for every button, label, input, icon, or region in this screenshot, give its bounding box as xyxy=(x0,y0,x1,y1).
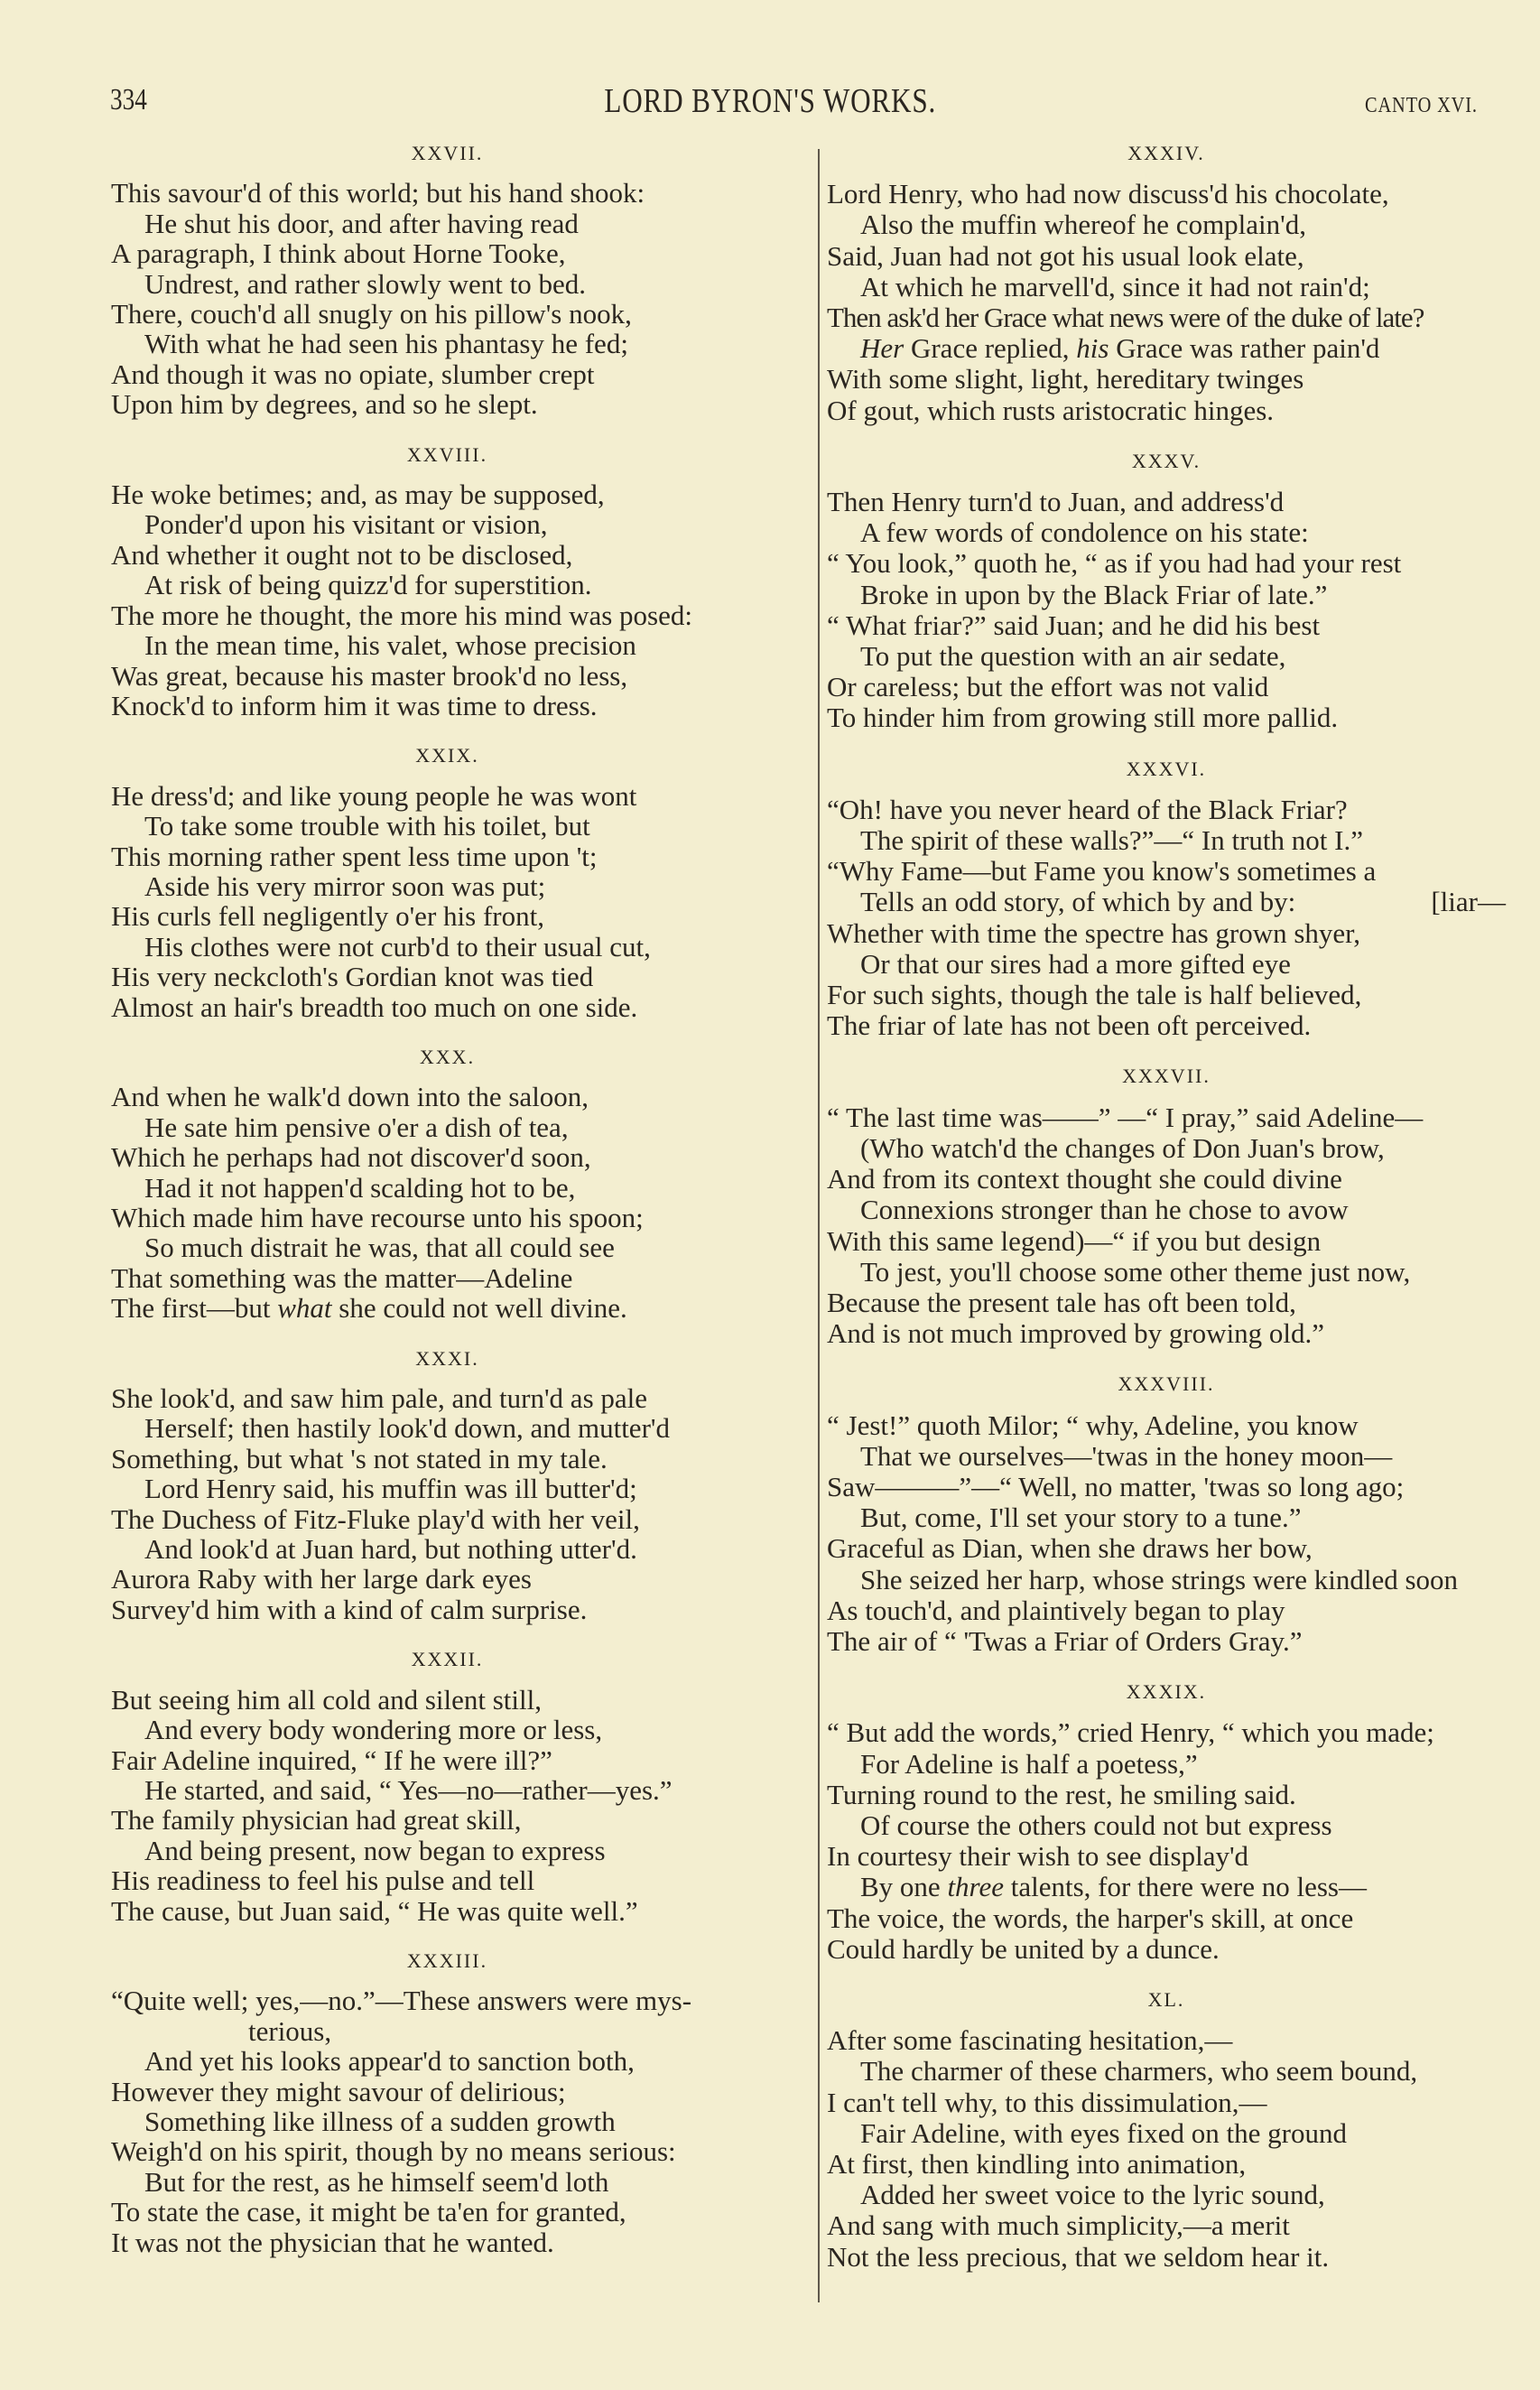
verse-line: A few words of condolence on his state: xyxy=(860,516,1309,549)
verse-line: The voice, the words, the harper's skill, at once xyxy=(827,1902,1354,1934)
italic-word: three xyxy=(947,1871,1004,1903)
stanza-numeral: XXXV. xyxy=(1131,449,1201,472)
verse-line: Undrest, and rather slowly went to bed. xyxy=(144,267,586,300)
verse-line: Or careless; but the effort was not valid xyxy=(827,671,1269,703)
verse-line xyxy=(827,333,1506,364)
verse-line: “ Jest!” quoth Milor; “ why, Adeline, you know xyxy=(827,1409,1359,1441)
verse-line xyxy=(111,1293,784,1323)
verse-line: The air of “ 'Twas a Friar of Orders Gray.” xyxy=(827,1624,1303,1657)
verse-line: Lord Henry said, his muffin was ill butter'd; xyxy=(144,1473,637,1505)
stanza xyxy=(827,1369,1506,1657)
verse-line: Aside his very mirror soon was put; xyxy=(144,870,546,902)
verse-line: He shut his door, and after having read xyxy=(144,207,579,239)
verse-line: In courtesy their wish to see display'd xyxy=(827,1840,1249,1873)
verse-line: He dress'd; and like young people he was wont xyxy=(111,779,637,812)
verse-line: Saw———”—“ Well, no matter, 'twas so long ago; xyxy=(827,1470,1405,1502)
verse-line: At first, then kindling into animation, xyxy=(827,2147,1247,2180)
verse-line: And is not much improved by growing old.” xyxy=(827,1317,1325,1350)
stanza-numeral: XXXVIII. xyxy=(1118,1372,1215,1396)
verse-line: And every body wondering more or less, xyxy=(144,1714,603,1746)
verse-line: terious, xyxy=(248,2014,332,2047)
verse-line: To state the case, it might be ta'en for granted, xyxy=(111,2196,626,2228)
stanza xyxy=(111,138,784,420)
verse-line: Survey'd him with a kind of calm surprise. xyxy=(111,1593,588,1625)
verse-line: His clothes were not curb'd to their usual cut, xyxy=(144,930,651,963)
stanza-numeral: XXXII. xyxy=(411,1648,484,1671)
stanza xyxy=(827,1061,1506,1349)
verse-line: The cause, but Juan said, “ He was quite well.” xyxy=(111,1894,638,1927)
verse-line: Aurora Raby with her large dark eyes xyxy=(111,1563,532,1595)
stanza xyxy=(111,1344,784,1625)
verse-line: He started, and said, “ Yes—no—rather—yes.” xyxy=(144,1773,673,1806)
running-title xyxy=(0,81,1540,121)
verse-line: Added her sweet voice to the lyric sound, xyxy=(860,2179,1325,2211)
stanza-numeral: XXXVI. xyxy=(1126,757,1207,780)
verse-line: And from its context thought she could divine xyxy=(827,1163,1342,1195)
verse-line: And whether it ought not to be disclosed, xyxy=(111,538,573,571)
line-text: Tells an odd story, of which by and by: xyxy=(860,886,1296,918)
stanza-numeral: XXVIII. xyxy=(406,442,488,466)
verse-line: Whether with time the spectre has grown shyer, xyxy=(827,916,1361,949)
stanza xyxy=(827,446,1506,734)
verse-line: Fair Adeline, with eyes fixed on the ground xyxy=(860,2116,1347,2149)
verse-line: Not the less precious, that we seldom hear it. xyxy=(827,2240,1330,2273)
stanza-numeral: XXVII. xyxy=(411,142,484,164)
stanza-numeral: XXIX. xyxy=(415,744,479,767)
verse-line: To hinder him from growing still more pallid. xyxy=(827,702,1339,734)
verse-line: But, come, I'll set your story to a tune.” xyxy=(860,1502,1302,1534)
verse-line: As touch'd, and plaintively began to play xyxy=(827,1594,1285,1626)
verse-line: The spirit of these walls?”—“ In truth not I.” xyxy=(860,824,1363,857)
verse-line: To take some trouble with his toilet, but xyxy=(144,810,590,842)
verse-line: It was not the physician that he wanted. xyxy=(111,2226,554,2258)
stanza-numeral: XL. xyxy=(1147,1987,1185,2011)
italic-word: what xyxy=(277,1292,332,1325)
verse-line: Which made him have recourse unto his spoon; xyxy=(111,1202,644,1233)
verse-line: Weigh'd on his spirit, though by no means serious: xyxy=(111,2135,676,2168)
verse-line xyxy=(827,1872,1506,1902)
column-divider xyxy=(818,149,820,2302)
verse-line: Almost an hair's breadth too much on one side. xyxy=(111,990,638,1023)
stanza xyxy=(827,138,1506,426)
verse-line: This savour'd of this world; but his hand shook: xyxy=(111,177,645,209)
verse-line: The Duchess of Fitz-Fluke play'd with her veil, xyxy=(111,1502,640,1535)
verse-line: And though it was no opiate, slumber crept xyxy=(111,358,595,390)
right-column xyxy=(827,118,1506,2273)
verse-line: “Oh! have you never heard of the Black Friar? xyxy=(827,793,1348,825)
verse-line: To jest, you'll choose some other theme just now, xyxy=(860,1255,1411,1288)
verse-line: This morning rather spent less time upon 't; xyxy=(111,840,598,872)
line-segment: Grace was rather pain'd xyxy=(1109,332,1380,365)
italic-word: Her xyxy=(860,332,905,365)
verse-line: Could hardly be united by a dunce. xyxy=(827,1932,1220,1965)
verse-line: Then Henry turn'd to Juan, and address'd xyxy=(827,486,1285,518)
verse-line: Also the muffin whereof he complain'd, xyxy=(860,209,1307,241)
verse-line: Broke in upon by the Black Friar of late.” xyxy=(860,578,1328,610)
verse-line: With some slight, light, hereditary twinges xyxy=(827,363,1304,395)
verse-line: Turning round to the rest, he smiling said. xyxy=(827,1778,1296,1810)
line-segment: By one xyxy=(860,1871,948,1903)
verse-line: In the mean time, his valet, whose precision xyxy=(144,629,636,662)
left-column xyxy=(111,118,784,2257)
book-title: LORD BYRON'S WORKS. xyxy=(604,82,936,120)
page-number: 334 xyxy=(110,83,147,116)
verse-line: For such sights, though the tale is half believed, xyxy=(827,979,1362,1011)
verse-line: (Who watch'd the changes of Don Juan's brow, xyxy=(860,1131,1385,1164)
verse-line: Or that our sires had a more gifted eye xyxy=(860,947,1291,980)
verse-line: Of gout, which rusts aristocratic hinges. xyxy=(827,394,1275,426)
verse-line: Of course the others could not but express xyxy=(860,1809,1332,1841)
verse-line: To put the question with an air sedate, xyxy=(860,640,1286,673)
verse-line: That something was the matter—Adeline xyxy=(111,1261,573,1294)
stanza xyxy=(111,1644,784,1926)
line-segment: Grace replied, xyxy=(904,332,1077,365)
verse-line: She seized her harp, whose strings were kindled soon xyxy=(860,1563,1459,1595)
verse-line: Was great, because his master brook'd no less, xyxy=(111,659,628,692)
verse-line: Graceful as Dian, when she draws her bow, xyxy=(827,1532,1313,1565)
verse-line: His readiness to feel his pulse and tell xyxy=(111,1865,535,1897)
verse-line: Ponder'd upon his visitant or vision, xyxy=(144,508,548,541)
verse-line: The friar of late has not been oft perceived. xyxy=(827,1009,1312,1042)
italic-word: his xyxy=(1076,332,1109,365)
verse-line: I can't tell why, to this dissimulation,— xyxy=(827,2086,1267,2118)
stanza xyxy=(111,740,784,1022)
verse-line: And being present, now began to express xyxy=(144,1834,606,1866)
verse-line: There, couch'd all snugly on his pillow's nook, xyxy=(111,298,632,330)
verse-line: She look'd, and saw him pale, and turn'd as pale xyxy=(111,1382,648,1415)
verse-line: “ The last time was——” —“ I pray,” said Adeline— xyxy=(827,1101,1424,1133)
verse-line xyxy=(827,887,1506,917)
verse-line: For Adeline is half a poetess,” xyxy=(860,1747,1198,1780)
stanza-numeral: XXXI. xyxy=(415,1346,479,1370)
stanza xyxy=(827,1677,1506,1965)
carried-word: [liar— xyxy=(1431,886,1506,918)
verse-line: A paragraph, I think about Horne Tooke, xyxy=(111,237,566,270)
verse-line: He sate him pensive o'er a dish of tea, xyxy=(144,1111,569,1143)
verse-line: After some fascinating hesitation,— xyxy=(827,2024,1233,2057)
verse-line: The family physician had great skill, xyxy=(111,1804,522,1837)
verse-line: “Quite well; yes,—no.”—These answers were mys- xyxy=(111,1985,692,2017)
verse-line: Lord Henry, who had now discuss'd his chocolate, xyxy=(827,178,1389,210)
verse-line: With what he had seen his phantasy he fed; xyxy=(144,328,628,360)
verse-line: That we ourselves—'twas in the honey moon— xyxy=(860,1439,1393,1472)
verse-line: Something, but what 's not stated in my tale. xyxy=(111,1442,608,1474)
verse-line: Had it not happen'd scalding hot to be, xyxy=(144,1171,576,1204)
verse-line: With this same legend)—“ if you but design xyxy=(827,1224,1322,1257)
verse-line: “Why Fame—but Fame you know's sometimes a xyxy=(827,855,1377,888)
verse-line: So much distrait he was, that all could see xyxy=(144,1232,615,1264)
verse-line: The more he thought, the more his mind was posed: xyxy=(111,599,692,631)
verse-line: Fair Adeline inquired, “ If he were ill?” xyxy=(111,1744,552,1776)
verse-line: Said, Juan had not got his usual look elate, xyxy=(827,239,1304,272)
stanza xyxy=(111,1042,784,1324)
verse-line: “ You look,” quoth he, “ as if you had had your rest xyxy=(827,547,1402,580)
line-segment: talents, for there were no less— xyxy=(1003,1871,1367,1903)
verse-line: At risk of being quizz'd for superstition. xyxy=(144,569,592,601)
stanza xyxy=(827,1985,1506,2273)
stanza xyxy=(111,1946,784,2257)
verse-line: Then ask'd her Grace what news were of the duke of late? xyxy=(827,302,1424,334)
verse-line: His very neckcloth's Gordian knot was tied xyxy=(111,961,594,993)
verse-line: His curls fell negligently o'er his front, xyxy=(111,900,544,933)
verse-line: “ But add the words,” cried Henry, “ which you made; xyxy=(827,1716,1434,1749)
verse-line: And yet his looks appear'd to sanction both, xyxy=(144,2045,635,2078)
verse-line: And sang with much simplicity,—a merit xyxy=(827,2209,1290,2242)
stanza-numeral: XXXIV. xyxy=(1127,142,1205,164)
stanza-numeral: XXX. xyxy=(419,1045,476,1068)
verse-line: “ What friar?” said Juan; and he did his best xyxy=(827,609,1321,641)
canto-label: CANTO XVI. xyxy=(1365,94,1478,117)
verse-line: He woke betimes; and, as may be supposed, xyxy=(111,479,605,511)
verse-line: Upon him by degrees, and so he slept. xyxy=(111,388,538,421)
verse-line: Herself; then hastily look'd down, and mutter'd xyxy=(144,1412,670,1445)
stanza-numeral: XXXVII. xyxy=(1122,1065,1211,1088)
verse-line: But seeing him all cold and silent still, xyxy=(111,1683,543,1716)
line-segment: she could not well divine. xyxy=(331,1292,627,1325)
verse-line: And when he walk'd down into the saloon, xyxy=(111,1081,589,1113)
verse-line: Connexions stronger than he chose to avow xyxy=(860,1194,1349,1226)
verse-line: The charmer of these charmers, who seem bound, xyxy=(860,2055,1418,2088)
verse-line: At which he marvell'd, since it had not rain'd; xyxy=(860,270,1370,302)
line-segment: The first—but xyxy=(111,1292,278,1325)
verse-line: Knock'd to inform him it was time to dress. xyxy=(111,689,598,721)
verse-line: Because the present tale has oft been told, xyxy=(827,1286,1296,1318)
verse-line: However they might savour of delirious; xyxy=(111,2075,566,2107)
verse-line: Something like illness of a sudden growth xyxy=(144,2105,616,2137)
verse-line: But for the rest, as he himself seem'd loth xyxy=(144,2165,609,2198)
stanza-numeral: XXXIII. xyxy=(406,1948,488,1972)
verse-line: Which he perhaps had not discover'd soon, xyxy=(111,1141,591,1174)
stanza xyxy=(111,440,784,721)
verse-line: And look'd at Juan hard, but nothing utter'd. xyxy=(144,1533,637,1566)
stanza-numeral: XXXIX. xyxy=(1126,1680,1207,1704)
stanza xyxy=(827,754,1506,1042)
